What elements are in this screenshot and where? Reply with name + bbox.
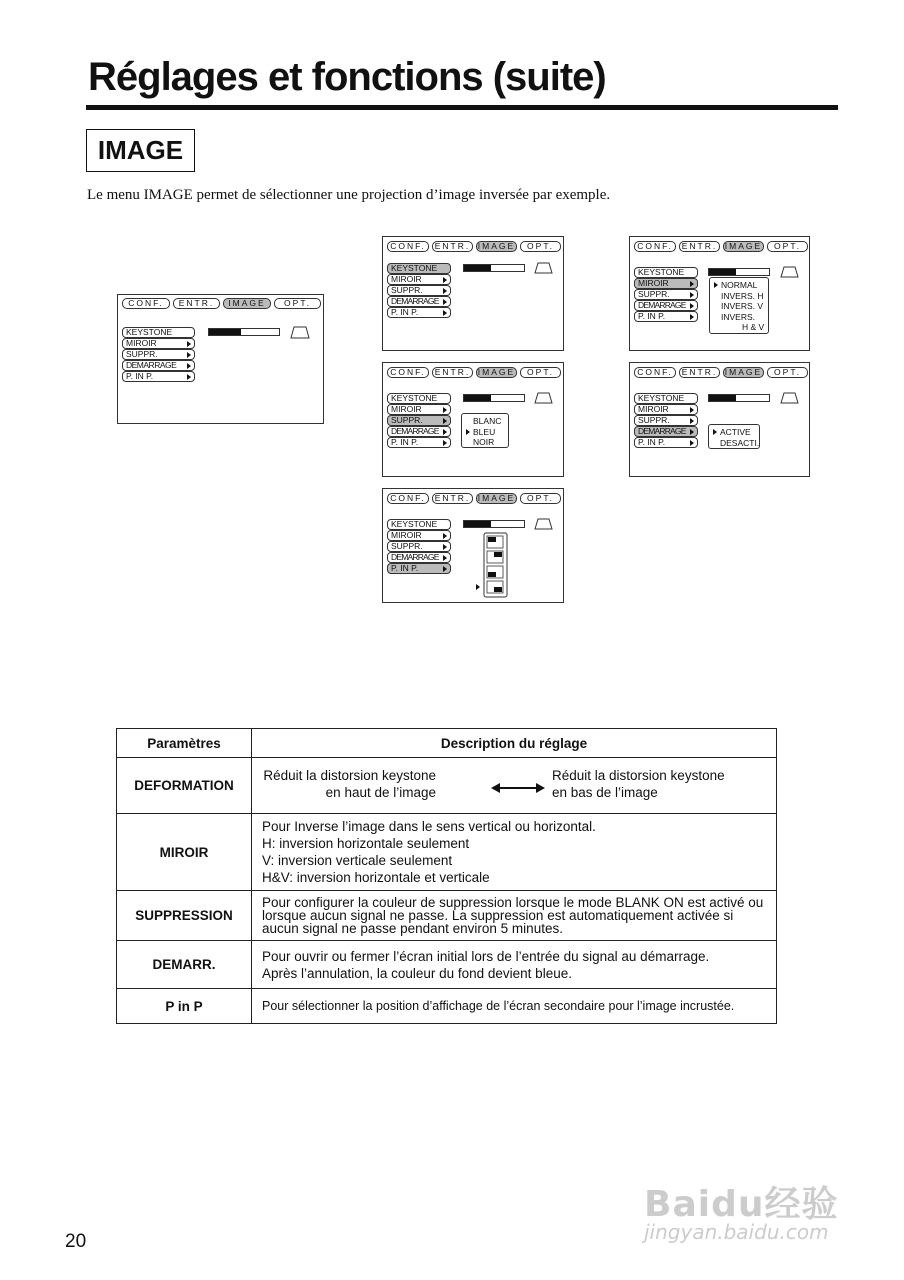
keystone-slider-fill [464, 521, 491, 527]
tab-opt[interactable]: OPT. [767, 241, 808, 252]
tab-conf[interactable]: CONF. [387, 493, 429, 504]
arrow-right-icon [443, 277, 447, 283]
deformation-left-line1: Réduit la distorsion keystone [263, 767, 436, 783]
table-row-suppression [117, 891, 777, 941]
keystone-slider[interactable] [463, 394, 525, 402]
menu-item-keystone[interactable]: KEYSTONE [122, 327, 195, 338]
tab-entr[interactable]: ENTR. [173, 298, 220, 309]
menu-screen-keystone [382, 236, 564, 351]
arrow-right-icon [187, 374, 191, 380]
arrow-right-icon [690, 303, 694, 309]
keystone-trapezoid-icon [534, 392, 553, 404]
menu-item-miroir[interactable]: MIROIR [387, 274, 451, 285]
param-suppression: SUPPRESSION [117, 891, 252, 941]
menu-item-pinp[interactable]: P. IN P. [387, 307, 451, 318]
keystone-trapezoid-icon [534, 518, 553, 530]
desc-pinp: Pour sélectionner la position d’affichage de l’écran secondaire pour l’image incrustée. [252, 989, 777, 1024]
menu-item-keystone[interactable]: KEYSTONE [387, 519, 451, 530]
option-desacti[interactable]: DESACTI. [720, 437, 760, 448]
arrow-right-icon [443, 310, 447, 316]
arrow-right-icon [690, 292, 694, 298]
tab-conf[interactable]: CONF. [387, 367, 429, 378]
desc-miroir [252, 814, 777, 891]
menu-item-suppr[interactable]: SUPPR. [634, 289, 698, 300]
parameters-table [116, 728, 777, 1024]
arrow-right-icon [443, 429, 447, 435]
intro-text: Le menu IMAGE permet de sélectionner une projection d’image inversée par exemple. [87, 187, 611, 203]
desc-line: H&V: inversion horizontale et verticale [262, 870, 490, 885]
tab-conf[interactable]: CONF. [634, 241, 676, 252]
keystone-trapezoid-icon [534, 262, 553, 274]
keystone-slider[interactable] [208, 328, 280, 336]
arrow-right-icon [443, 407, 447, 413]
desc-deformation [252, 758, 777, 814]
desc-line: Pour Inverse l’image dans le sens vertical ou horizontal. [262, 819, 596, 834]
arrow-right-icon [187, 352, 191, 358]
tab-image[interactable]: IMAGE [724, 367, 763, 377]
tab-opt[interactable]: OPT. [520, 241, 561, 252]
option-active[interactable]: ACTIVE [712, 427, 756, 438]
option-blanc[interactable]: BLANC [473, 416, 502, 426]
keystone-slider-fill [209, 329, 241, 335]
tab-entr[interactable]: ENTR. [432, 241, 473, 252]
menu-screen-main [117, 294, 324, 424]
keystone-slider[interactable] [463, 264, 525, 272]
option-bleu[interactable]: BLEU [465, 427, 505, 438]
menu-item-demarrage[interactable]: DEMARRAGE [634, 300, 698, 311]
menu-item-pinp[interactable]: P. IN P. [634, 437, 698, 448]
menu-item-keystone[interactable]: KEYSTONE [387, 263, 451, 274]
option-invers-v[interactable]: INVERS. V [721, 301, 764, 311]
arrow-right-icon [690, 407, 694, 413]
arrow-right-icon [187, 341, 191, 347]
desc-demarr [252, 941, 777, 989]
arrow-right-icon [443, 566, 447, 572]
arrow-right-icon [690, 314, 694, 320]
demarrage-submenu [708, 424, 760, 449]
tab-image[interactable]: IMAGE [724, 241, 763, 251]
suppr-submenu [461, 413, 509, 448]
option-invers-hv[interactable]: INVERS. [721, 311, 756, 322]
arrow-right-icon [443, 299, 447, 305]
option-normal[interactable]: NORMAL [713, 280, 765, 291]
menu-item-miroir[interactable]: MIROIR [387, 404, 451, 415]
menu-item-keystone[interactable]: KEYSTONE [634, 393, 698, 404]
arrow-right-icon [690, 281, 694, 287]
menu-screen-pinp [382, 488, 564, 603]
arrow-right-icon [690, 429, 694, 435]
header-description: Description du réglage [252, 729, 777, 758]
section-heading: IMAGE [86, 129, 195, 172]
menu-screen-miroir [629, 236, 810, 351]
watermark [642, 1170, 852, 1252]
arrow-right-icon [443, 555, 447, 561]
menu-item-demarrage[interactable]: DEMARRAGE [122, 360, 195, 371]
menu-item-pinp[interactable]: P. IN P. [634, 311, 698, 322]
param-demarr: DEMARR. [117, 941, 252, 989]
pinp-position-options[interactable] [475, 531, 510, 599]
keystone-trapezoid-icon [780, 392, 799, 404]
arrow-right-icon [690, 418, 694, 424]
table-row-demarr [117, 941, 777, 989]
header-parametres: Paramètres [117, 729, 252, 758]
tab-entr[interactable]: ENTR. [432, 493, 473, 504]
tab-entr[interactable]: ENTR. [679, 241, 720, 252]
double-arrow-icon [491, 782, 545, 794]
menu-item-keystone[interactable]: KEYSTONE [387, 393, 451, 404]
tab-conf[interactable]: CONF. [387, 241, 429, 252]
menu-item-miroir[interactable]: MIROIR [122, 338, 195, 349]
menu-item-suppr[interactable]: SUPPR. [387, 415, 451, 426]
menu-item-demarrage[interactable]: DEMARRAGE [387, 296, 451, 307]
keystone-trapezoid-icon [290, 326, 310, 339]
menu-item-keystone[interactable]: KEYSTONE [634, 267, 698, 278]
arrow-right-icon [187, 363, 191, 369]
keystone-slider-fill [464, 265, 491, 271]
menu-screen-demarrage [629, 362, 810, 477]
param-pinp: P in P [117, 989, 252, 1024]
menu-item-suppr[interactable]: SUPPR. [634, 415, 698, 426]
desc-line: Pour ouvrir ou fermer l’écran initial lors de l’entrée du signal au démarrage. [262, 948, 710, 964]
menu-item-suppr[interactable]: SUPPR. [387, 285, 451, 296]
option-invers-h[interactable]: INVERS. H [721, 290, 764, 301]
param-miroir: MIROIR [117, 814, 252, 891]
param-deformation: DEFORMATION [117, 758, 252, 814]
tab-image[interactable]: IMAGE [477, 493, 516, 503]
option-noir[interactable]: NOIR [473, 437, 495, 447]
tab-entr[interactable]: ENTR. [679, 367, 720, 378]
tab-opt[interactable]: OPT. [520, 493, 561, 504]
desc-line: Après l’annulation, la couleur du fond devient bleue. [262, 965, 572, 981]
keystone-slider[interactable] [708, 268, 770, 276]
arrow-right-icon [443, 440, 447, 446]
title-rule [86, 105, 838, 110]
deformation-right-line2: en bas de l’image [552, 784, 658, 800]
page-title: Réglages et fonctions (suite) [88, 55, 606, 99]
menu-item-suppr[interactable]: SUPPR. [387, 541, 451, 552]
menu-item-pinp[interactable]: P. IN P. [387, 563, 451, 574]
arrow-right-icon [443, 288, 447, 294]
arrow-right-icon [443, 418, 447, 424]
desc-line: Pour configurer la couleur de suppression lorsque le mode BLANK ON est activé ou [262, 895, 764, 910]
menu-item-demarrage[interactable]: DEMARRAGE [387, 552, 451, 563]
arrow-right-icon [690, 440, 694, 446]
table-row-miroir [117, 814, 777, 891]
desc-line: V: inversion verticale seulement [262, 853, 453, 868]
menu-screen-suppr [382, 362, 564, 477]
arrow-right-icon [443, 533, 447, 539]
table-header-row [117, 729, 777, 758]
desc-line: lorsque aucun signal ne passe. La suppression est automatiquement activée si [262, 908, 734, 923]
menu-item-demarrage[interactable]: DEMARRAGE [634, 426, 698, 437]
menu-item-demarrage[interactable]: DEMARRAGE [387, 426, 451, 437]
menu-item-pinp[interactable]: P. IN P. [387, 437, 451, 448]
keystone-slider-fill [464, 395, 491, 401]
tab-conf[interactable]: CONF. [122, 298, 170, 309]
keystone-slider-fill [709, 269, 736, 275]
keystone-slider-fill [709, 395, 736, 401]
tab-image[interactable]: IMAGE [477, 367, 516, 377]
page-number: 20 [65, 1231, 87, 1252]
tab-opt[interactable]: OPT. [274, 298, 321, 309]
arrow-right-icon [443, 544, 447, 550]
watermark-brand: Baidu经验 [644, 1184, 839, 1225]
menu-item-pinp[interactable]: P. IN P. [122, 371, 195, 382]
deformation-right-line1: Réduit la distorsion keystone [552, 767, 725, 783]
keystone-trapezoid-icon [780, 266, 799, 278]
keystone-slider[interactable] [463, 520, 525, 528]
deformation-left-line2: en haut de l’image [325, 784, 436, 800]
desc-line: H: inversion horizontale seulement [262, 836, 470, 851]
tab-image[interactable]: IMAGE [223, 298, 271, 309]
tab-image[interactable]: IMAGE [477, 241, 516, 251]
menu-item-suppr[interactable]: SUPPR. [122, 349, 195, 360]
tab-conf[interactable]: CONF. [634, 367, 676, 378]
menu-item-miroir[interactable]: MIROIR [634, 278, 698, 289]
menu-item-miroir[interactable]: MIROIR [634, 404, 698, 415]
menu-item-miroir[interactable]: MIROIR [387, 530, 451, 541]
tab-entr[interactable]: ENTR. [432, 367, 473, 378]
miroir-submenu [709, 277, 769, 334]
desc-suppression [252, 891, 777, 941]
option-invers-hv-cont: H & V [742, 322, 765, 332]
tab-opt[interactable]: OPT. [520, 367, 561, 378]
table-row-deformation [117, 758, 777, 814]
desc-line: aucun signal ne passe pendant environ 5 minutes. [262, 921, 563, 936]
keystone-slider[interactable] [708, 394, 770, 402]
table-row-pinp [117, 989, 777, 1024]
tab-opt[interactable]: OPT. [767, 367, 808, 378]
watermark-url: jingyan.baidu.com [644, 1220, 829, 1244]
